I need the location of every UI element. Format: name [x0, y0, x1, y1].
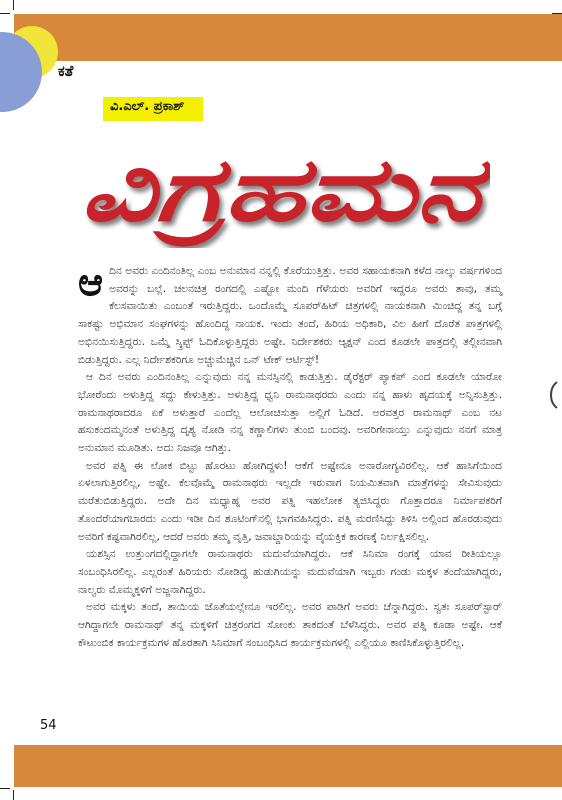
story-body [78, 260, 502, 652]
author-name: ವಿ.ಎಲ್. ಪ್ರಕಾಶ್ [110, 99, 185, 114]
crop-mark [0, 13, 10, 14]
margin-mark [545, 380, 561, 410]
drop-cap: ಆ [78, 260, 104, 304]
top-color-band [14, 14, 562, 61]
paragraph: ಅವರ ಪತ್ನಿ ಈ ಲೋಕ ಬಿಟ್ಟು ಹೊರಟು ಹೋಗಿದ್ದಳು! ಆಕೆಗೆ ಅಷ್ಟೇನೂ ಅನಾರೋಗ್ಯವಿರಲಿಲ್ಲ. ಆಕೆ ಹಾಸಿಗೆಯಿಂದ ಏಳಲಾಗುತ್ತಿರಲಿಲ್ಲ, ಅಷ್ಟೇ. ಕೆಲವೊಮ್ಮೆ ರಾಮನಾಥರು ಇಲ್ಲದೇ ಇರುವಾಗ ನಿಯಮಿತವಾಗಿ ಮಾತ್ರೆಗಳನ್ನು ಸೇವಿಸುವುದು ಮರೆತುಬಿಡುತ್ತಿದ್ದರು. ಅದೇ ದಿನ ಮಧ್ಯಾಹ್ನ ಅವರ ಪತ್ನಿ ಇಹಲೋಕ ತ್ಯಜಿಸಿದ್ದರು ಗೊತ್ತಾದರೂ ನಿರ್ಮಾಪಕರಿಗೆ ತೊಂದರೆಯಾಗಬಾರದು ಎಂದು ಇಡೀ ದಿನ ಶೂಟಿಂಗ್‌ನಲ್ಲಿ ಭಾಗವಹಿಸಿದ್ದರು. ಪತ್ನಿ ಮರಣಿಸಿದ್ದು ತಿಳಿಸಿ ಅಲ್ಲಿಂದ ಹೊರಡುವುದು ಅವರಿಗೆ ಕಷ್ಟವಾಗಿರಲಿಲ್ಲ, ಆದರೆ ಅವರು ತಮ್ಮ ವೃತ್ತಿ, ಜವಾಬ್ದಾರಿಯನ್ನು ವೈಯಕ್ತಿಕ ಕಾರಣಕ್ಕೆ ನಿರ್ಲಕ್ಷಿಸಲಿಲ್ಲ. [78, 459, 502, 543]
paragraph-text: ದಿನ ಅವರು ಎಂದಿನಂತಿಲ್ಲ ಎಂಬ ಅನುಮಾನ ನನ್ನಲ್ಲಿ ಕೊರೆಯುತ್ತಿತ್ತು. ಅವರ ಸಹಾಯಕನಾಗಿ ಕಳೆದ ನಾಲ್ಕು ವರ್ಷಗಳಿಂದ ಅವರನ್ನು ಬಲ್ಲೆ. ಚಲನಚಿತ್ರ ರಂಗದಲ್ಲಿ ಎಷ್ಟೋ ಮಂದಿ ಗೆಳೆಯರು ಅವರಿಗೆ ಇದ್ದರೂ ಅವರು ತಾವು, ತಮ್ಮ ಕೆಲಸವಾಯಿತು ಎಂಬಂತೆ ಇರುತ್ತಿದ್ದರು. ಒಂದೊಮ್ಮೆ ಸೂಪರ್‌ಹಿಟ್ ಚಿತ್ರಗಳಲ್ಲಿ ನಾಯಕನಾಗಿ ಮಿಂಚಿದ್ದ ತನ್ನ ಬಗ್ಗೆ ಸಾಕಷ್ಟು ಅಭಿಮಾನ ಸಂಘಗಳನ್ನು ಹೊಂದಿದ್ದ ನಾಯಕ. ಇಂದು ತಂದೆ, ಹಿರಿಯ ಅಧಿಕಾರಿ, ವಿಲ ಹೀಗೆ ದೊರೆತ ಪಾತ್ರಗಳಲ್ಲಿ ಅಭಿನಯಿಸುತ್ತಿದ್ದರು. ಒಮ್ಮೆ ಸ್ಕ್ರಿಪ್ಟ್ ಓದಿಕೊಳ್ಳುತ್ತಿದ್ದರು ಅಷ್ಟೇ. ನಿರ್ದೇಶಕರು ಆ್ಯಕ್ಷನ್ ಎಂದ ಕೂಡಲೇ ಪಾತ್ರದಲ್ಲಿ ತಲ್ಲೀನವಾಗಿ ಬಿಡುತ್ತಿದ್ದರು. ಎಲ್ಲ ನಿರ್ದೇಶಕರಿಗೂ ಅಚ್ಚುಮೆಚ್ಚಿನ ಒನ್ ಟೇಕ್ ಆರ್ಟಿಸ್ಟ್! [78, 265, 502, 366]
paragraph: ಅವರ ಮಕ್ಕಳು ತಂದೆ, ತಾಯಿಯ ಜೊತೆಯಲ್ಲೇನೂ ಇರಲಿಲ್ಲ. ಅವರ ಪಾಡಿಗೆ ಅವರು ಚೆನ್ನಾಗಿದ್ದರು. ಸ್ವತಃ ಸೂಪರ್‌ಸ್ಟಾರ್ ಆಗಿದ್ದಾಗಲೇ ರಾಮನಾಥ್ ತನ್ನ ಮಕ್ಕಳಿಗೆ ಚಿತ್ರರಂಗದ ಸೋಂಕು ತಾಕದಂತೆ ಬೆಳೆಸಿದ್ದರು. ಅವರ ಪತ್ನಿ ಕೂಡಾ ಅಷ್ಟೇ. ಆಕೆ ಕೌಟುಂಬಿಕ ಕಾರ್ಯಕ್ರಮಗಳ ಹೊರತಾಗಿ ಸಿನಿಮಾಗೆ ಸಂಬಂಧಿಸಿದ ಕಾರ್ಯಕ್ರಮಗಳಲ್ಲಿ ಎಲ್ಲಿಯೂ ಕಾಣಿಸಿಕೊಳ್ಳುತ್ತಿರಲಿಲ್ಲ. [78, 601, 502, 649]
section-label: ಕತೆ [58, 62, 74, 80]
page-number: 54 [40, 718, 57, 733]
paragraph [78, 260, 502, 369]
crop-mark [13, 790, 14, 800]
crop-mark [0, 788, 10, 789]
bottom-color-band [14, 745, 562, 787]
story-title [70, 128, 490, 248]
crop-mark [13, 0, 14, 10]
paragraph: ಆ ದಿನ ಅವರು ಎಂದಿನಂತಿಲ್ಲ ಎನ್ನುವುದು ನನ್ನ ಮನಸ್ಸಿನಲ್ಲಿ ಕಾಡುತ್ತಿತ್ತು. ಡೈರೆಕ್ಟರ್ ಪ್ಯಾಕಪ್ ಎಂದ ಕೂಡಲೇ ಯಾರೋ ಭೋರೆಂದು ಅಳುತ್ತಿದ್ದ ಸದ್ದು ಕೇಳುತ್ತಿತ್ತು. ಅಳುತ್ತಿದ್ದ ಧ್ವನಿ ರಾಮನಾಥರದು ಎಂದು ನನ್ನ ಹಾಳು ಹೃದಯಕ್ಕೆ ಅನ್ನಿಸುತ್ತಿತ್ತು. ರಾಮನಾಥರಾದರೂ ಏಕೆ ಅಳುತ್ತಾರೆ ಎಂದೆಲ್ಲ ಆಲೋಚಿಸುತ್ತಾ ಅಲ್ಲಿಗೆ ಓಡಿದೆ. ಅರವತ್ತರ ರಾಮನಾಥ್ ಎಂಬ ನಟ ಹಸುಕಂದಮ್ಮನಂತೆ ಅಳುತ್ತಿದ್ದ ದೃಶ್ಯ ನೋಡಿ ನನ್ನ ಕಣ್ಣಾಲಿಗಳು ತುಂಬಿ ಬಂದವು. ಅವರಿಗೇನಾಯ್ತು ಎನ್ನುವುದು ನನಗೆ ಮಾತ್ರ ಅನುಮಾನ ಮೂಡಿತು. ಅದು ನಿಜವೂ ಆಗಿತ್ತು. [78, 371, 502, 455]
paragraph: ಯಶಸ್ಸಿನ ಉತ್ತುಂಗದಲ್ಲಿದ್ದಾಗಲೇ ರಾಮನಾಥರು ಮದುವೆಯಾಗಿದ್ದರು. ಆಕೆ ಸಿನಿಮಾ ರಂಗಕ್ಕೆ ಯಾವ ರೀತಿಯಲ್ಲೂ ಸಂಬಂಧಿಸಿರಲಿಲ್ಲ. ಎಲ್ಲರಂತೆ ಹಿರಿಯರು ನೋಡಿದ್ದ ಹುಡುಗಿಯನ್ನು ಮದುವೆಯಾಗಿ ಇಬ್ಬರು ಗಂಡು ಮಕ್ಕಳ ತಂದೆಯಾಗಿದ್ದರು, ನಾಲ್ವರು ಮೊಮ್ಮಕ್ಕಳಿಗೆ ಅಜ್ಜನಾಗಿದ್ದರು. [78, 548, 502, 596]
story-title-text: ವಿಗ್ರಹಮನ [80, 138, 382, 241]
